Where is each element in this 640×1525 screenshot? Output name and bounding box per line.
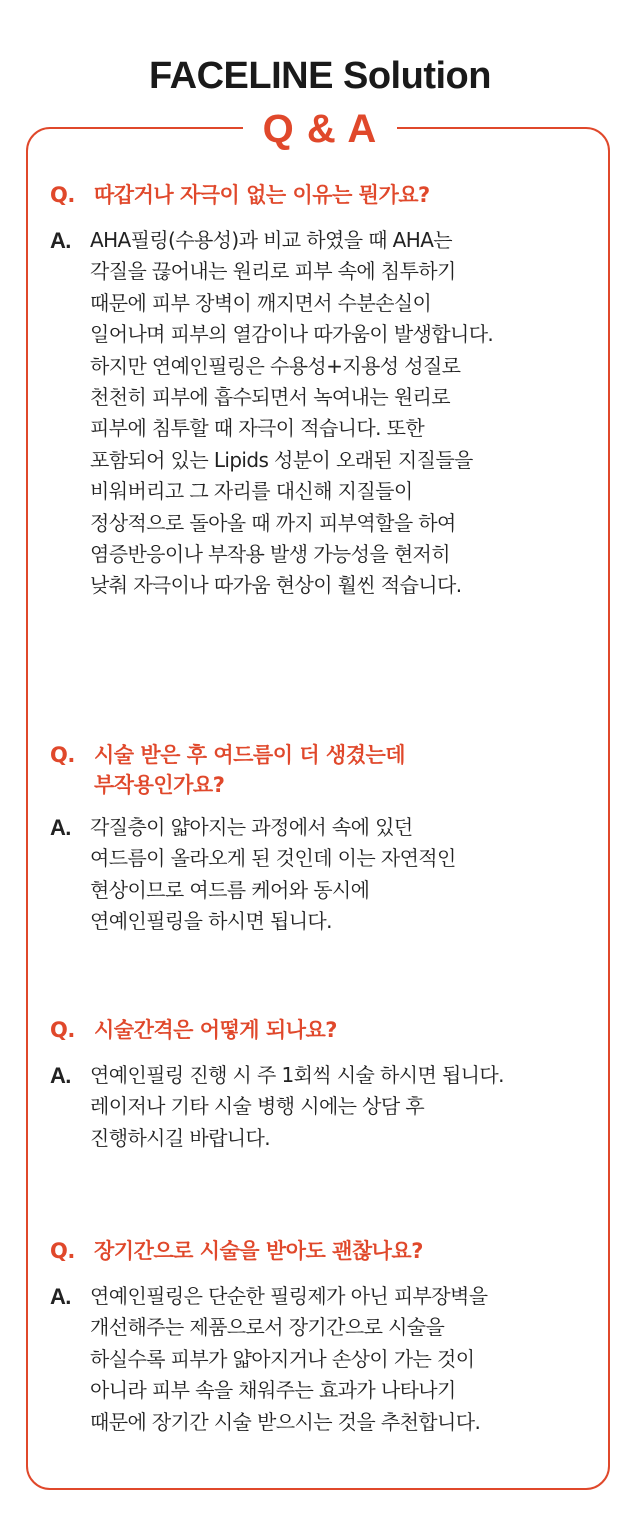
answer-prefix: A. (50, 228, 71, 253)
question-prefix: Q. (50, 743, 75, 767)
answer-line: 천천히 피부에 흡수되면서 녹여내는 원리로 (90, 385, 450, 410)
answer-line: AHA필링(수용성)과 비교 하였을 때 AHA는 (90, 228, 452, 252)
answer-line: 때문에 장기간 시술 받으시는 것을 추천합니다. (90, 1409, 481, 1434)
answer-line: 진행하시길 바랍니다. (90, 1125, 270, 1150)
qa-item-2 (50, 740, 610, 938)
answer-4 (50, 1281, 610, 1438)
answer-line: 염증반응이나 부작용 발생 가능성을 현저히 (90, 542, 450, 567)
answer-line: 레이저나 기타 시술 병행 시에는 상담 후 (90, 1094, 425, 1119)
qa-item-3 (50, 1015, 610, 1154)
answer-line: 연예인필링 진행 시 주 1회씩 시술 하시면 됩니다. (90, 1063, 504, 1087)
answer-line: 연예인필링은 단순한 필링제가 아닌 피부장벽을 (90, 1284, 488, 1308)
question-line: 장기간으로 시술을 받아도 괜찮나요? (94, 1239, 423, 1263)
answer-line: 연예인필링을 하시면 됩니다. (90, 909, 332, 934)
qa-item-4 (50, 1236, 610, 1438)
answer-line: 개선해주는 제품으로서 장기간으로 시술을 (90, 1315, 445, 1340)
answer-prefix: A. (50, 815, 71, 840)
answer-line: 비워버리고 그 자리를 대신해 지질들이 (90, 479, 413, 504)
question-2 (50, 740, 610, 800)
answer-line: 포함되어 있는 Lipids 성분이 오래된 지질들을 (90, 447, 473, 472)
answer-prefix: A. (50, 1063, 71, 1088)
question-line: 부작용인가요? (94, 773, 225, 797)
question-1 (50, 180, 610, 210)
question-line: 시술 받은 후 여드름이 더 생겼는데 (94, 743, 406, 767)
qa-label: Q & A (243, 104, 397, 154)
question-prefix: Q. (50, 1018, 75, 1042)
page-title: FACELINE Solution (149, 55, 491, 97)
question-line: 따갑거나 자극이 없는 이유는 뭔가요? (94, 183, 430, 207)
answer-line: 낮춰 자극이나 따가움 현상이 훨씬 적습니다. (90, 573, 462, 598)
answer-line: 때문에 피부 장벽이 깨지면서 수분손실이 (90, 290, 432, 315)
question-3 (50, 1015, 610, 1045)
answer-2 (50, 812, 610, 938)
answer-line: 하지만 연예인필링은 수용성+지용성 성질로 (90, 353, 461, 378)
question-line: 시술간격은 어떻게 되나요? (94, 1018, 337, 1042)
answer-line: 여드름이 올라오게 된 것인데 이는 자연적인 (90, 846, 456, 871)
question-prefix: Q. (50, 1239, 75, 1263)
answer-1 (50, 225, 610, 602)
question-4 (50, 1236, 610, 1266)
answer-3 (50, 1060, 610, 1154)
answer-line: 피부에 침투할 때 자극이 적습니다. 또한 (90, 416, 425, 441)
answer-line: 하실수록 피부가 얇아지거나 손상이 가는 것이 (90, 1346, 475, 1371)
qa-item-1 (50, 180, 610, 602)
answer-line: 각질층이 얇아지는 과정에서 속에 있던 (90, 815, 413, 839)
question-prefix: Q. (50, 183, 75, 207)
answer-line: 각질을 끊어내는 원리로 피부 속에 침투하기 (90, 259, 456, 284)
answer-line: 현상이므로 여드름 케어와 동시에 (90, 877, 370, 902)
answer-line: 일어나며 피부의 열감이나 따가움이 발생합니다. (90, 322, 494, 347)
answer-prefix: A. (50, 1284, 71, 1309)
answer-line: 아니라 피부 속을 채워주는 효과가 나타나기 (90, 1378, 456, 1403)
answer-line: 정상적으로 돌아올 때 까지 피부역할을 하여 (90, 510, 456, 535)
